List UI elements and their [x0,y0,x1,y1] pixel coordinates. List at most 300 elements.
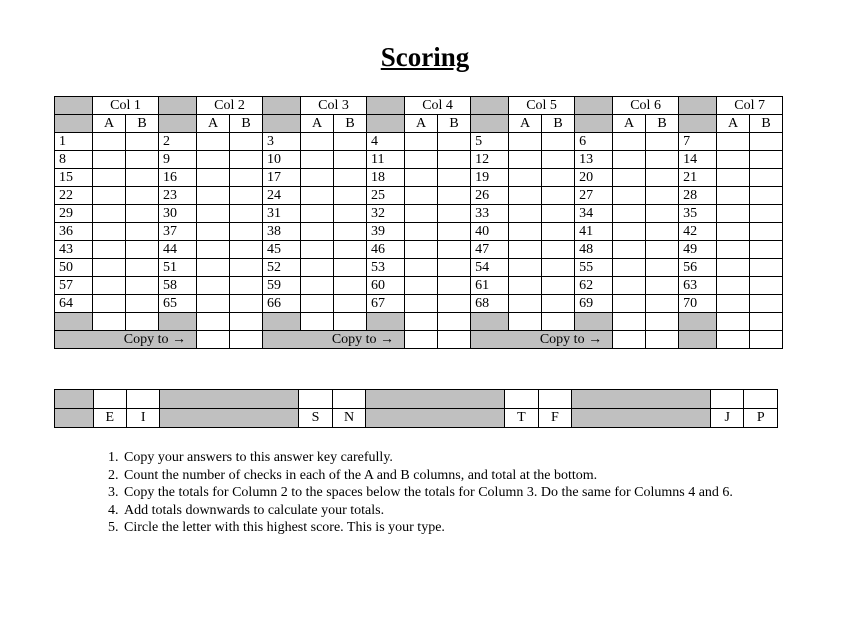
total-b-cell[interactable] [750,313,783,331]
answer-b-cell[interactable] [334,241,367,259]
total-b-cell[interactable] [126,313,159,331]
answer-a-cell[interactable] [509,187,542,205]
grand-total-shaded-cell [572,390,711,409]
column-header-row [55,97,783,115]
answer-a-cell[interactable] [93,277,126,295]
answer-b-cell[interactable] [438,295,471,313]
type-letter-j: J [710,409,743,428]
total-b-cell[interactable] [542,313,575,331]
column-totals-row [55,313,783,331]
type-letter-f: F [538,409,571,428]
total-b-cell[interactable] [438,313,471,331]
answer-b-cell[interactable] [438,205,471,223]
answer-b-cell[interactable] [126,133,159,151]
grand-total-s-cell[interactable] [299,390,332,409]
answer-b-cell[interactable] [750,169,783,187]
column-header-3: Col 3 [301,97,367,115]
answer-b-cell[interactable] [230,169,263,187]
page-title: Scoring [380,42,470,72]
answer-a-cell[interactable] [197,133,230,151]
question-number: 66 [263,295,301,313]
answer-a-cell[interactable] [405,277,438,295]
answer-b-cell[interactable] [646,169,679,187]
question-number: 22 [55,187,93,205]
question-row [55,277,783,295]
type-letter-p: P [744,409,778,428]
column-header-7: Col 7 [717,97,783,115]
question-number: 19 [471,169,509,187]
question-number: 60 [367,277,405,295]
answer-a-cell[interactable] [405,169,438,187]
question-row [55,169,783,187]
answer-b-cell[interactable] [126,223,159,241]
copied-total-b-cell[interactable] [750,331,783,349]
question-number: 6 [575,133,613,151]
answer-a-cell[interactable] [197,205,230,223]
answer-b-cell[interactable] [438,241,471,259]
answer-a-cell[interactable] [613,205,646,223]
answer-a-cell[interactable] [405,223,438,241]
answer-a-cell[interactable] [717,277,750,295]
answer-b-cell[interactable] [126,205,159,223]
answer-b-cell[interactable] [230,205,263,223]
answer-a-cell[interactable] [301,277,334,295]
answer-a-cell[interactable] [613,169,646,187]
answer-a-cell[interactable] [509,295,542,313]
total-a-cell[interactable] [613,313,646,331]
answer-a-cell[interactable] [93,205,126,223]
col-7-b-label: B [750,115,783,133]
answer-b-cell[interactable] [646,277,679,295]
answer-a-cell[interactable] [301,259,334,277]
question-number: 67 [367,295,405,313]
answer-a-cell[interactable] [509,241,542,259]
header-shaded-cell [159,115,197,133]
question-number: 39 [367,223,405,241]
type-shaded-cell [366,409,505,428]
question-number: 9 [159,151,197,169]
answer-a-cell[interactable] [197,187,230,205]
type-letter-s: S [299,409,332,428]
answer-b-cell[interactable] [542,151,575,169]
question-number: 21 [679,169,717,187]
question-row [55,223,783,241]
answer-a-cell[interactable] [717,133,750,151]
instruction-item-3: 3. Copy the totals for Column 2 to the spaces below the totals for Column 3. Do the same for Columns 4 and 6. [122,484,762,502]
answer-b-cell[interactable] [126,169,159,187]
answer-a-cell[interactable] [301,169,334,187]
grand-total-f-cell[interactable] [538,390,571,409]
instruction-item-1: 1. Copy your answers to this answer key carefully. [122,449,762,467]
grand-total-p-cell[interactable] [744,390,778,409]
answer-b-cell[interactable] [230,133,263,151]
grand-total-i-cell[interactable] [126,390,159,409]
arrow-right-icon: → [380,331,395,347]
header-shaded-cell [367,115,405,133]
answer-b-cell[interactable] [438,187,471,205]
question-number: 46 [367,241,405,259]
answer-a-cell[interactable] [197,277,230,295]
answer-b-cell[interactable] [230,241,263,259]
arrow-right-icon: → [172,331,187,347]
question-number: 52 [263,259,301,277]
col-6-b-label: B [646,115,679,133]
copy-to-row [55,331,783,349]
question-number: 48 [575,241,613,259]
answer-a-cell[interactable] [509,277,542,295]
question-number: 29 [55,205,93,223]
ab-header-row [55,115,783,133]
question-number: 15 [55,169,93,187]
answer-b-cell[interactable] [750,277,783,295]
answer-a-cell[interactable] [93,169,126,187]
answer-a-cell[interactable] [197,259,230,277]
question-number: 36 [55,223,93,241]
totals-shaded-cell [159,313,197,331]
answer-b-cell[interactable] [334,277,367,295]
answer-b-cell[interactable] [646,187,679,205]
question-number: 40 [471,223,509,241]
question-number: 56 [679,259,717,277]
answer-b-cell[interactable] [334,133,367,151]
type-letter-t: T [505,409,538,428]
copy-to-label: Copy to [123,331,169,347]
header-shaded-cell [55,97,93,115]
question-row [55,187,783,205]
answer-b-cell[interactable] [126,241,159,259]
answer-a-cell[interactable] [405,133,438,151]
answer-a-cell[interactable] [717,151,750,169]
answer-a-cell[interactable] [509,259,542,277]
copied-total-a-cell[interactable] [405,331,438,349]
copied-total-b-cell[interactable] [646,331,679,349]
answer-a-cell[interactable] [717,169,750,187]
answer-b-cell[interactable] [438,151,471,169]
totals-shaded-cell [55,313,93,331]
question-number: 23 [159,187,197,205]
question-number: 37 [159,223,197,241]
copied-total-a-cell[interactable] [717,331,750,349]
instructions-list [92,449,762,537]
question-number: 51 [159,259,197,277]
question-number: 59 [263,277,301,295]
question-number: 55 [575,259,613,277]
question-number: 27 [575,187,613,205]
answer-a-cell[interactable] [613,259,646,277]
answer-b-cell[interactable] [542,295,575,313]
answer-b-cell[interactable] [126,277,159,295]
answer-a-cell[interactable] [93,223,126,241]
copy-to-instruction-2 [263,331,405,349]
answer-b-cell[interactable] [542,205,575,223]
answer-a-cell[interactable] [301,133,334,151]
column-header-5: Col 5 [509,97,575,115]
answer-b-cell[interactable] [334,295,367,313]
copy-to-instruction-3 [471,331,613,349]
question-number: 25 [367,187,405,205]
grand-total-j-cell[interactable] [710,390,743,409]
question-number: 35 [679,205,717,223]
header-shaded-cell [471,97,509,115]
answer-b-cell[interactable] [750,241,783,259]
question-number: 42 [679,223,717,241]
answer-b-cell[interactable] [646,241,679,259]
total-a-cell[interactable] [717,313,750,331]
answer-a-cell[interactable] [301,205,334,223]
answer-a-cell[interactable] [509,169,542,187]
col-1-a-label: A [93,115,126,133]
total-b-cell[interactable] [646,313,679,331]
header-shaded-cell [575,115,613,133]
total-a-cell[interactable] [93,313,126,331]
answer-a-cell[interactable] [613,151,646,169]
answer-a-cell[interactable] [613,133,646,151]
answer-b-cell[interactable] [646,295,679,313]
question-number: 30 [159,205,197,223]
answer-a-cell[interactable] [613,241,646,259]
question-row [55,259,783,277]
question-number: 20 [575,169,613,187]
answer-a-cell[interactable] [197,169,230,187]
question-number: 58 [159,277,197,295]
answer-b-cell[interactable] [750,187,783,205]
answer-b-cell[interactable] [438,259,471,277]
answer-a-cell[interactable] [405,151,438,169]
header-shaded-cell [471,115,509,133]
question-number: 43 [55,241,93,259]
answer-b-cell[interactable] [542,259,575,277]
copy-to-label: Copy to [539,331,585,347]
answer-b-cell[interactable] [230,223,263,241]
question-number: 11 [367,151,405,169]
question-number: 2 [159,133,197,151]
arrow-right-icon: → [588,331,603,347]
answer-b-cell[interactable] [750,223,783,241]
col-3-b-label: B [334,115,367,133]
question-number: 57 [55,277,93,295]
answer-a-cell[interactable] [613,277,646,295]
type-shaded-cell [572,409,711,428]
copied-total-b-cell[interactable] [230,331,263,349]
header-shaded-cell [159,97,197,115]
copy-to-instruction-1 [55,331,197,349]
column-header-4: Col 4 [405,97,471,115]
answer-a-cell[interactable] [197,151,230,169]
copy-to-label: Copy to [331,331,377,347]
answer-b-cell[interactable] [438,277,471,295]
answer-a-cell[interactable] [509,151,542,169]
col-2-a-label: A [197,115,230,133]
answer-b-cell[interactable] [334,169,367,187]
answer-b-cell[interactable] [646,151,679,169]
answer-a-cell[interactable] [717,187,750,205]
answer-a-cell[interactable] [405,259,438,277]
answer-b-cell[interactable] [334,223,367,241]
col-5-b-label: B [542,115,575,133]
question-number: 28 [679,187,717,205]
copied-total-a-cell[interactable] [613,331,646,349]
question-number: 63 [679,277,717,295]
total-a-cell[interactable] [301,313,334,331]
answer-a-cell[interactable] [197,295,230,313]
answer-a-cell[interactable] [509,223,542,241]
total-b-cell[interactable] [230,313,263,331]
answer-b-cell[interactable] [438,169,471,187]
answer-b-cell[interactable] [542,187,575,205]
answer-a-cell[interactable] [93,187,126,205]
type-letter-e: E [93,409,126,428]
copied-total-b-cell[interactable] [438,331,471,349]
question-number: 65 [159,295,197,313]
answer-b-cell[interactable] [334,259,367,277]
answer-b-cell[interactable] [646,223,679,241]
answer-b-cell[interactable] [542,223,575,241]
answer-b-cell[interactable] [230,295,263,313]
answer-a-cell[interactable] [301,151,334,169]
question-number: 8 [55,151,93,169]
question-number: 47 [471,241,509,259]
answer-a-cell[interactable] [509,205,542,223]
answer-b-cell[interactable] [334,151,367,169]
answer-a-cell[interactable] [301,223,334,241]
answer-b-cell[interactable] [438,223,471,241]
total-a-cell[interactable] [197,313,230,331]
answer-b-cell[interactable] [542,241,575,259]
question-number: 12 [471,151,509,169]
answer-a-cell[interactable] [717,205,750,223]
answer-a-cell[interactable] [197,223,230,241]
answer-a-cell[interactable] [717,241,750,259]
col-2-b-label: B [230,115,263,133]
answer-a-cell[interactable] [301,187,334,205]
question-number: 50 [55,259,93,277]
answer-b-cell[interactable] [230,151,263,169]
answer-b-cell[interactable] [230,187,263,205]
answer-a-cell[interactable] [93,133,126,151]
answer-b-cell[interactable] [646,133,679,151]
question-number: 26 [471,187,509,205]
col-5-a-label: A [509,115,542,133]
question-number: 61 [471,277,509,295]
question-number: 17 [263,169,301,187]
answer-a-cell[interactable] [613,295,646,313]
answer-b-cell[interactable] [750,151,783,169]
question-number: 41 [575,223,613,241]
answer-b-cell[interactable] [646,205,679,223]
answer-b-cell[interactable] [542,277,575,295]
header-shaded-cell [679,97,717,115]
total-b-cell[interactable] [334,313,367,331]
question-number: 31 [263,205,301,223]
answer-a-cell[interactable] [405,187,438,205]
answer-b-cell[interactable] [126,295,159,313]
question-row [55,241,783,259]
instruction-item-4: 4. Add totals downwards to calculate your totals. [122,502,762,520]
answer-b-cell[interactable] [230,259,263,277]
question-number: 18 [367,169,405,187]
question-number: 64 [55,295,93,313]
answer-a-cell[interactable] [405,205,438,223]
answer-b-cell[interactable] [126,187,159,205]
col-4-a-label: A [405,115,438,133]
question-number: 53 [367,259,405,277]
answer-b-cell[interactable] [542,133,575,151]
answer-a-cell[interactable] [197,241,230,259]
answer-a-cell[interactable] [405,295,438,313]
answer-b-cell[interactable] [230,277,263,295]
answer-a-cell[interactable] [93,295,126,313]
totals-shaded-cell [263,313,301,331]
question-number: 24 [263,187,301,205]
grand-total-n-cell[interactable] [332,390,365,409]
question-number: 54 [471,259,509,277]
total-a-cell[interactable] [509,313,542,331]
answer-b-cell[interactable] [750,133,783,151]
header-shaded-cell [263,97,301,115]
copied-total-a-cell[interactable] [197,331,230,349]
type-shaded-cell [160,409,299,428]
answer-a-cell[interactable] [717,295,750,313]
answer-b-cell[interactable] [438,133,471,151]
grand-total-e-cell[interactable] [93,390,126,409]
answer-b-cell[interactable] [126,259,159,277]
totals-shaded-cell [367,313,405,331]
answer-a-cell[interactable] [93,259,126,277]
question-number: 49 [679,241,717,259]
question-number: 62 [575,277,613,295]
question-number: 7 [679,133,717,151]
question-number: 44 [159,241,197,259]
instruction-item-2: 2. Count the number of checks in each of the A and B columns, and total at the bottom. [122,467,762,485]
answer-a-cell[interactable] [301,241,334,259]
answer-a-cell[interactable] [613,187,646,205]
answer-b-cell[interactable] [646,259,679,277]
answer-b-cell[interactable] [126,151,159,169]
answer-a-cell[interactable] [93,241,126,259]
col-1-b-label: B [126,115,159,133]
totals-shaded-cell [575,313,613,331]
answer-b-cell[interactable] [334,187,367,205]
column-header-6: Col 6 [613,97,679,115]
header-shaded-cell [575,97,613,115]
question-number: 33 [471,205,509,223]
answer-a-cell[interactable] [509,133,542,151]
question-number: 3 [263,133,301,151]
answer-a-cell[interactable] [613,223,646,241]
answer-b-cell[interactable] [750,295,783,313]
answer-b-cell[interactable] [334,205,367,223]
question-row [55,151,783,169]
question-number: 32 [367,205,405,223]
answer-a-cell[interactable] [717,259,750,277]
answer-a-cell[interactable] [301,295,334,313]
answer-a-cell[interactable] [717,223,750,241]
question-number: 13 [575,151,613,169]
question-row [55,205,783,223]
answer-a-cell[interactable] [93,151,126,169]
col-4-b-label: B [438,115,471,133]
answer-b-cell[interactable] [750,259,783,277]
grand-total-t-cell[interactable] [505,390,538,409]
answer-a-cell[interactable] [405,241,438,259]
answer-b-cell[interactable] [542,169,575,187]
type-letter-i: I [126,409,159,428]
type-totals-table [54,389,778,428]
grand-total-row [55,390,778,409]
total-a-cell[interactable] [405,313,438,331]
header-shaded-cell [263,115,301,133]
answer-b-cell[interactable] [750,205,783,223]
